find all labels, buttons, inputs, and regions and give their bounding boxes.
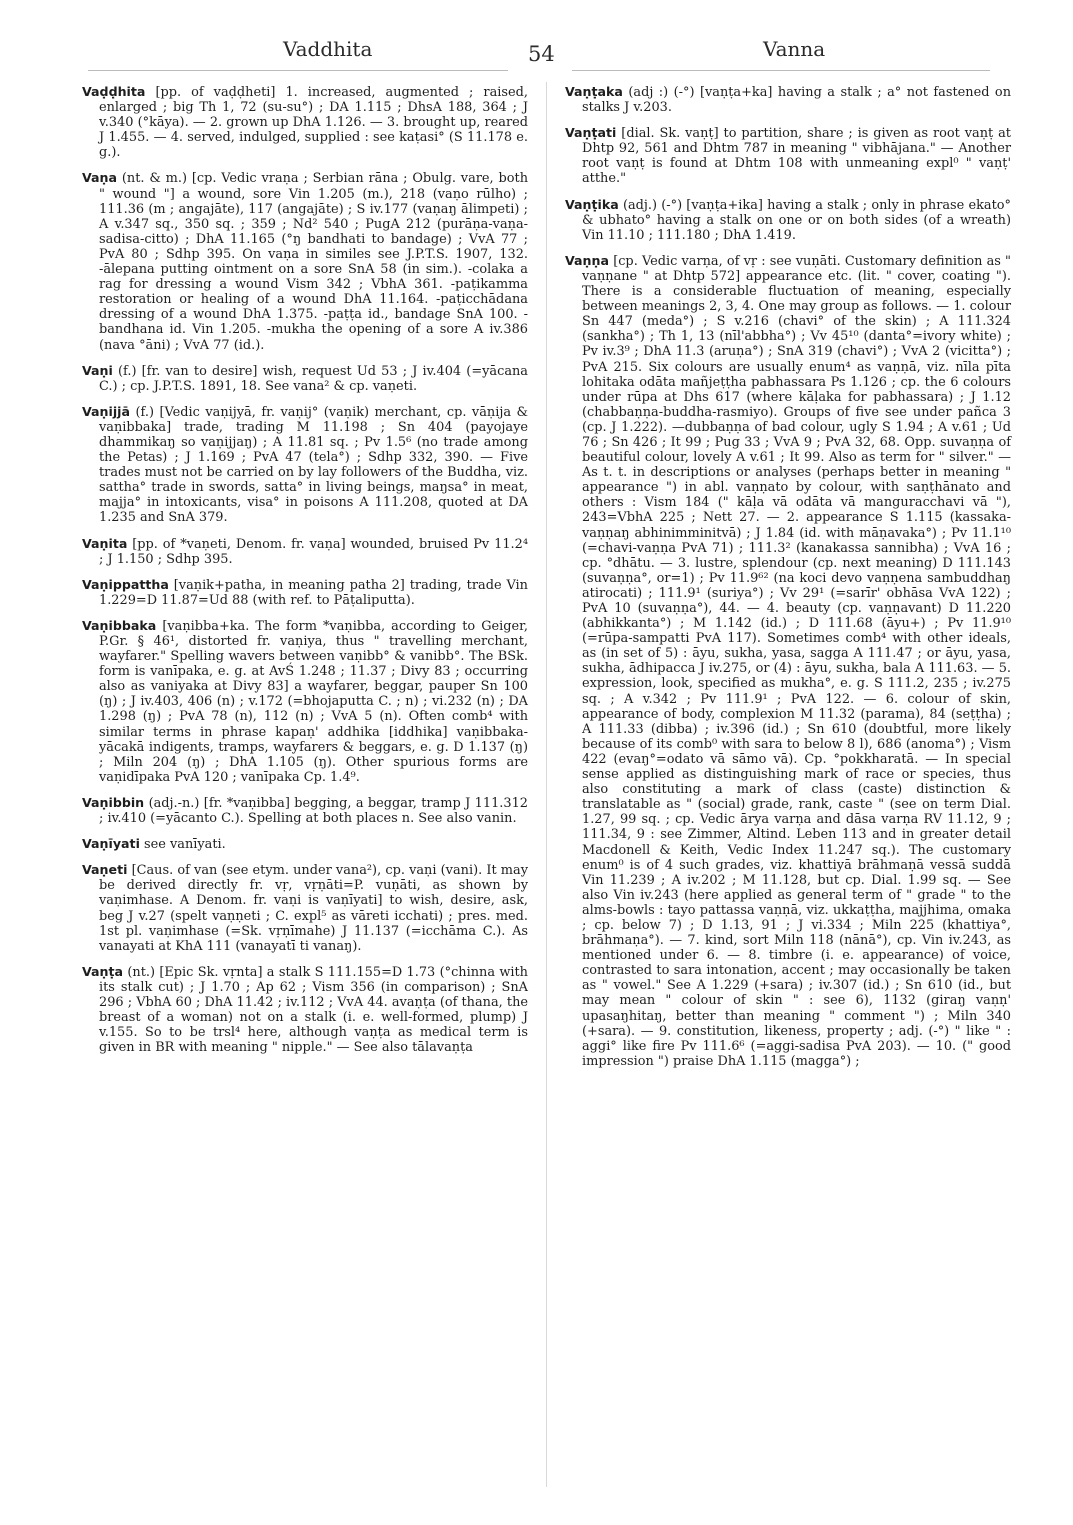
headword: Vaṇṭaka (565, 84, 623, 99)
entry-body: (adj.) (-°) [vaṇṭa+ika] having a stalk ; only in phrase ekato° & ubhato° having a stalk on one or on both sides (of a wreath) Vin 11.10 ; 111.180 ; DhA 1.419. (582, 197, 1011, 243)
running-head-right: Vanna (763, 37, 826, 61)
headword: Vaṇīyati (82, 836, 140, 852)
headword: Vaṇijjā (82, 403, 130, 419)
headword: Vaṇṭika (565, 196, 619, 212)
entry (82, 170, 528, 352)
entry-body: [dial. Sk. vaṇṭ] to partition, share ; is given as root vaṇṭ at Dhtp 92, 561 and Dhtm 787 in meaning " vibhājana." — Another root vaṇṭ is found at Dhtm 108 with unmeaning expl⁰ " vaṇṭ' atthe." (582, 126, 1011, 187)
entry (82, 363, 528, 394)
entry-body: [vaṇik+patha, in meaning patha 2] trading, trade Vin 1.229=D 11.87=Ud 88 (with ref. to Pāṭaliputta). (99, 577, 528, 608)
entry-body: [Caus. of van (see etym. under vana²), cp. vaṇi (vani). It may be derived directly fr. vṛ, vṛṇāti=P. vuṇāti, as shown by vaṇimhase. A Denom. fr. vaṇi is vaṇīyati] to wish, desire, ask, beg J v.27 (spelt vaṇṇeti ; C. expl⁵ as vāreti icchati) ; pres. med. 1st pl. vaṇimhase (=Sk. vṛṇīmahe) J 11.137 (=icchāma C.). As vanayati at KhA 111 (vanayatī ti vanaŋ). (99, 863, 528, 954)
headword: Vaṇi (82, 362, 113, 378)
entry (82, 862, 528, 954)
right-column (565, 84, 1011, 1079)
entry (82, 795, 528, 826)
entry-body: (f.) [Vedic vaṇijyā, fr. vaṇij° (vaṇik) merchant, cp. vāṇija & vaṇibbaka] trade, trading M 11.198 ; Sn 404 (payojaye dhammikaŋ so vaṇijjaŋ) ; A 11.81 sq. ; Pv 1.5⁶ (no trade among the Petas) ; J 1.169 ; PvA 47 (tela°) ; Sdhp 332, 390. — Five trades must not be carried on by lay followers of the Buddha, viz. sattha° trade in swords, satta° in living beings, maŋsa° in meat, majja° in intoxicants, visa° in poisons A 111.208, quoted at DA 1.235 and SnA 379. (99, 404, 528, 526)
entry-body: (adj :) (-°) [vaṇṭa+ka] having a stalk ; a° not fastened on stalks J v.203. (582, 85, 1011, 116)
entry (82, 536, 528, 567)
column-divider (546, 82, 547, 1487)
headword: Vaṇippattha (82, 576, 169, 592)
entry (565, 253, 1011, 1069)
entry-body: [cp. Vedic varṇa, of vṛ : see vuṇāti. Customary definition as " vaṇṇane " at Dhtp 572] appearance etc. (lit. " cover, coating "). There is a considerable fluctuation of meaning, especially between meanings 2, 3, 4. One may group as follows. — 1. colour Sn 447 (meda°) ; S v.216 (chavi° of the skin) ; A 111.324 (sankha°) ; Th 1, 13 (nīl'abbha°) ; Vv 45¹⁰ (danta°=ivory white) ; Pv iv.3⁹ ; DhA 11.3 (aruṇa°) ; SnA 319 (chavi°) ; VvA 2 (vicitta°) ; PvA 215. Six colours are usually enum⁴ as vaṇṇā, viz. nīla pīta lohitaka odāta mañjeṭṭha pabhassara Ps 1.126 ; cp. the 6 colours under rūpa at Dhs 617 (where kāḷaka for pabhassara) ; J 1.12 (chabbaṇṇa-buddha-rasmiyo). Groups of five see under pañca 3 (cp. J 1.222). —dubbaṇṇa of bad colour, ugly S 1.94 ; A v.61 ; Ud 76 ; Sn 426 ; It 99 ; Pug 33 ; VvA 9 ; PvA 32, 68. Opp. suvaṇṇa of beautiful colour, lovely A v.61 ; It 99. Also as term for " silver." — As t. t. in descriptions or analyses (perhaps better in meaning " appearance ") in abl. vaṇṇato by colour, with saṇṭhānato and others : Vism 184 (" kāḷa vā odāta vā manguracchavi vā "), 243=VbhA 225 ; Nett 27. — 2. appearance S 1.115 (kassaka-vaṇṇaŋ abhinimminitvā) ; J 1.84 (id. with māṇavaka°) ; Pv 11.1¹⁰ (=chavi-vaṇṇa PvA 71) ; 111.3² (kanakassa sannibha) ; VvA 16 ; cp. °dhātu. — 3. lustre, splendour (cp. next meaning) D 111.143 (suvaṇṇa°, or=1) ; Pv 11.9⁶² (na koci devo vaṇṇena sambuddhaŋ atirocati) ; 111.9¹ (suriya°) ; Vv 29¹ (=sarīr' obhāsa VvA 122) ; PvA 10 (suvaṇṇa°), 44. — 4. beauty (cp. vaṇṇavant) D 11.220 (abhikkanta°) ; M 1.142 (id.) ; D 111.68 (āyu+) ; Pv 11.9¹⁰ (=rūpa-sampatti PvA 117). Sometimes comb⁴ with other ideals, as (in set of 5) : āyu, sukha, yasa, sagga A 111.47 ; or āyu, yasa, sukha, ādhipacca J iv.275, or (4) : āyu, sukha, bala A 111.63. — 5. expression, look, specified as mukha°, e. g. S 111.2, 235 ; iv.275 sq. ; A v.342 ; Pv 111.9¹ ; PvA 122. — 6. colour of skin, appearance of body, complexion M 11.32 (parama), 84 (seṭṭha) ; A 111.33 (dibba) ; iv.396 (id.) ; Sn 610 (doubtful, more likely because of its comb⁰ with sara to below 8 l), 686 (anoma°) ; Vism 422 (evaŋ°=odato vā sāmo vā). Cp. °pokkharatā. — In special sense applied as distinguishing mark of race or species, thus also constituting a mark of class (caste) distinction & translatable as " (social) grade, rank, caste " (see on term Dial. 1.27, 99 sq. ; cp. Vedic ārya varṇa and dāsa varṇa RV 11.12, 9 ; 111.34, 9 : see Zimmer, Altind. Leben 113 and in greater detail Macdonell & Keith, Vedic Index 11.247 sq.). The customary enum⁰ is of 4 such grades, viz. khattiyā brāhmaṇā vessā suddā Vin 11.239 ; A iv.202 ; M 11.128, but cp. Dial. 1.99 sq. — See also Vin iv.243 (here applied as general term of " grade " to the alms-bowls : tayo pattassa vaṇṇā, viz. ukkaṭṭha, majjhima, omaka ; cp. below 7) ; D 1.13, 91 ; J vi.334 ; Miln 225 (khattiya°, brāhmaṇa°). — 7. kind, sort Miln 118 (nānā°), cp. Vin iv.243, as mentioned under 6. — 8. timbre (i. e. appearance) of voice, contrasted to sara intonation, accent ; may occasionally be taken as " vowel." See A 1.229 (+sara) ; iv.307 (id.) ; Sn 610 (id., but may mean " colour of skin " : see 6), 1132 (giraŋ vaṇṇ' upasaŋhitaŋ, better than meaning " comment ") ; Miln 340 (+sara). — 9. constitution, likeness, property ; adj. (-°) " like " : aggi° like fire Pv 111.6⁶ (=aggi-sadisa PvA 203). — 10. (" good impression ") praise DhA 1.115 (magga°) ; (582, 253, 1011, 1069)
entry (565, 197, 1011, 243)
entry (565, 84, 1011, 115)
headword: Vaḍḍhita (82, 84, 146, 99)
entry-body: (nt.) [Epic Sk. vṛnta] a stalk S 111.155=D 1.73 (°chinna with its stalk cut) ; J 1.70 ; Ap 62 ; Vism 356 (in comparison) ; SnA 296 ; VbhA 60 ; DhA 11.42 ; iv.112 ; VvA 44. avaṇṭa (of thana, the breast of a woman) not on a stalk (i. e. well-formed, plump) J v.155. So to be trsl⁴ here, although vaṇṭa as medical term is given in BR with meaning " nipple." — See also tālavaṇṭa (99, 964, 528, 1056)
headword: Vaṇṭa (82, 963, 124, 979)
entry-body: [vaṇibba+ka. The form *vaṇibba, according to Geiger, P.Gr. § 46¹, distorted fr. vaṇiya, thus " travelling merchant, wayfarer." Spelling wavers between vaṇibb° & vanibb°. The BSk. form is vanīpaka, e. g. at AvŚ 1.248 ; 11.37 ; Divy 83 ; occurring also as vaniyaka at Divy 83] a wayfarer, beggar, pauper Sn 100 (ŋ) ; J iv.403, 406 (n) ; v.172 (=bhojaputta C. ; n) ; vi.232 (n) ; DA 1.298 (ŋ) ; PvA 78 (n), 112 (n) ; VvA 5 (n). Often comb⁴ with similar terms in phrase kapaṇ' addhika [iddhika] vaṇibbaka-yācakā indigents, tramps, wayfarers & beggars, e. g. D 1.137 (ŋ) ; Miln 204 (ŋ) ; DhA 1.105 (ŋ). Other spurious forms are vaṇidīpaka PvA 120 ; vanīpaka Cp. 1.4⁹. (99, 618, 528, 785)
entry (565, 125, 1011, 186)
header-rule-right (572, 70, 990, 71)
entry (82, 404, 528, 526)
entry-body: [pp. of *vaṇeti, Denom. fr. vaṇa] wounded, bruised Pv 11.2⁴ ; J 1.150 ; Sdhp 395. (99, 536, 528, 567)
headword: Vaṇṭati (565, 125, 617, 141)
entry (82, 964, 528, 1056)
headword: Vaṇibbin (82, 794, 145, 810)
entry-body: (nt. & m.) [cp. Vedic vraṇa ; Serbian rāna ; Obulg. vare, both " wound "] a wound, sore Vin 1.205 (m.), 218 (vaṇo rūlho) ; 111.36 (m ; angajāte), 117 (angajāte) ; S iv.177 (vaṇaŋ ālimpeti) ; A v.347 sq., 350 sq. ; 359 ; Nd² 540 ; PugA 212 (purāṇa-vaṇa-sadisa-citto) ; DhA 11.165 (°ŋ bandhati to bandage) ; VvA 77 ; PvA 80 ; Sdhp 395. On vaṇa in similes see J.P.T.S. 1907, 132. -ālepana putting ointment on a sore SnA 58 (in sim.). -colaka a rag for dressing a wound Vism 342 ; VbhA 361. -paṭikamma restoration or healing of a wound DhA 11.164. -paṭicchādana dressing of a wound DhA 1.375. -paṭṭa id., bandage SnA 100. -bandhana id. Vin 1.205. -mukha the opening of a sore A iv.386 (nava °āni) ; VvA 77 (id.). (99, 171, 528, 353)
headword: Vaṇṇa (565, 252, 609, 268)
entry (82, 577, 528, 608)
headword: Vaṇeti (82, 862, 128, 878)
entry (82, 836, 528, 852)
left-column (82, 84, 528, 1065)
headword: Vaṇita (82, 535, 128, 551)
running-head-left: Vaddhita (283, 37, 373, 61)
entry-body: [pp. of vaḍḍheti] 1. increased, augmented ; raised, enlarged ; big Th 1, 72 (su-su°) ; DA 1.115 ; DhsA 188, 364 ; J v.340 (°kāya). — 2. grown up DhA 1.126. — 3. brought up, reared J 1.455. — 4. served, indulged, supplied : see kaṭasi° (S 11.178 e. g.). (99, 85, 528, 161)
entry-body: see vanīyati. (144, 837, 226, 853)
entry (82, 84, 528, 160)
header-rule-left (88, 70, 508, 71)
page-number: 54 (528, 42, 555, 66)
entry-body: (adj.-n.) [fr. *vaṇibba] begging, a beggar, tramp J 111.312 ; iv.410 (=yācanto C.). Spelling at both places n. See also vanin. (99, 795, 528, 827)
entry (82, 618, 528, 785)
headword: Vaṇa (82, 170, 118, 186)
entry-body: (f.) [fr. van to desire] wish, request Ud 53 ; J iv.404 (=yācana C.) ; cp. J.P.T.S. 1891, 18. See vana² & cp. vaṇeti. (99, 363, 528, 394)
headword: Vaṇibbaka (82, 617, 157, 633)
